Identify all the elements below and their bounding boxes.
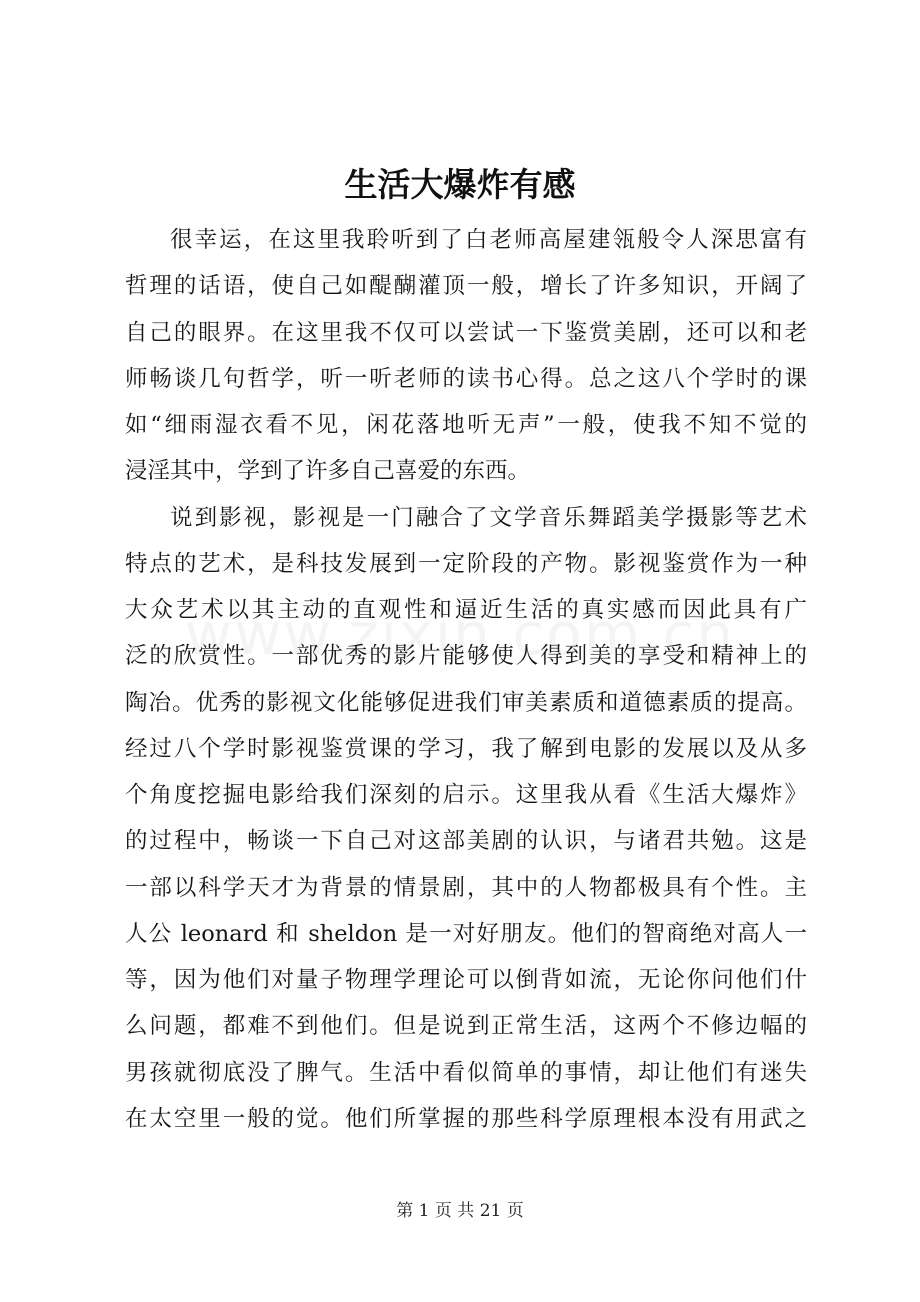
text-line: 师畅谈几句哲学，听一听老师的读书心得。总之这八个学时的课 [125, 365, 807, 392]
text-line: 经过八个学时影视鉴赏课的学习，我了解到电影的发展以及从多 [125, 735, 807, 762]
text-line: 说到影视，影视是一门融合了文学音乐舞蹈美学摄影等艺术 [170, 504, 807, 531]
text-line: 在太空里一般的觉。他们所掌握的那些科学原理根本没有用武之 [125, 1105, 807, 1132]
text-line: 陶冶。优秀的影视文化能够促进我们审美素质和道德素质的提高。 [125, 689, 807, 716]
text-line: 哲理的话语，使自己如醍醐灌顶一般，增长了许多知识，开阔了 [125, 273, 807, 300]
text-line: 浸淫其中，学到了许多自己喜爱的东西。 [125, 458, 531, 485]
document-body [125, 217, 807, 1142]
text-line: 的过程中，畅谈一下自己对这部美剧的认识，与诸君共勉。这是 [125, 828, 807, 855]
paragraph [125, 217, 807, 495]
text-line: 特点的艺术，是科技发展到一定阶段的产物。影视鉴赏作为一种 [125, 550, 807, 577]
text-line: 如“细雨湿衣看不见，闲花落地听无声”一般，使我不知不觉的 [125, 412, 807, 438]
text-line: 自己的眼界。在这里我不仅可以尝试一下鉴赏美剧，还可以和老 [125, 319, 807, 346]
text-line: 么问题，都难不到他们。但是说到正常生活，这两个不修边幅的 [125, 1013, 807, 1040]
text-line: 泛的欣赏性。一部优秀的影片能够使人得到美的享受和精神上的 [125, 643, 807, 670]
text-line: 人公 leonard 和 sheldon 是一对好朋友。他们的智商绝对高人一 [125, 920, 807, 947]
paragraph [125, 495, 807, 1143]
text-line: 等，因为他们对量子物理学理论可以倒背如流，无论你问他们什 [125, 967, 807, 993]
text-line: 大众艺术以其主动的直观性和逼近生活的真实感而因此具有广 [125, 597, 807, 623]
text-line: 很幸运，在这里我聆听到了白老师高屋建瓴般令人深思富有 [170, 227, 807, 253]
text-line: 男孩就彻底没了脾气。生活中看似简单的事情，却让他们有迷失 [125, 1059, 807, 1086]
page-footer: 第 1 页 共 21 页 [396, 1201, 524, 1221]
text-line: 一部以科学天才为背景的情景剧，其中的人物都极具有个性。主 [125, 874, 807, 901]
document-title: 生活大爆炸有感 [344, 165, 576, 204]
text-line: 个角度挖掘电影给我们深刻的启示。这里我从看《生活大爆炸》 [125, 782, 807, 808]
